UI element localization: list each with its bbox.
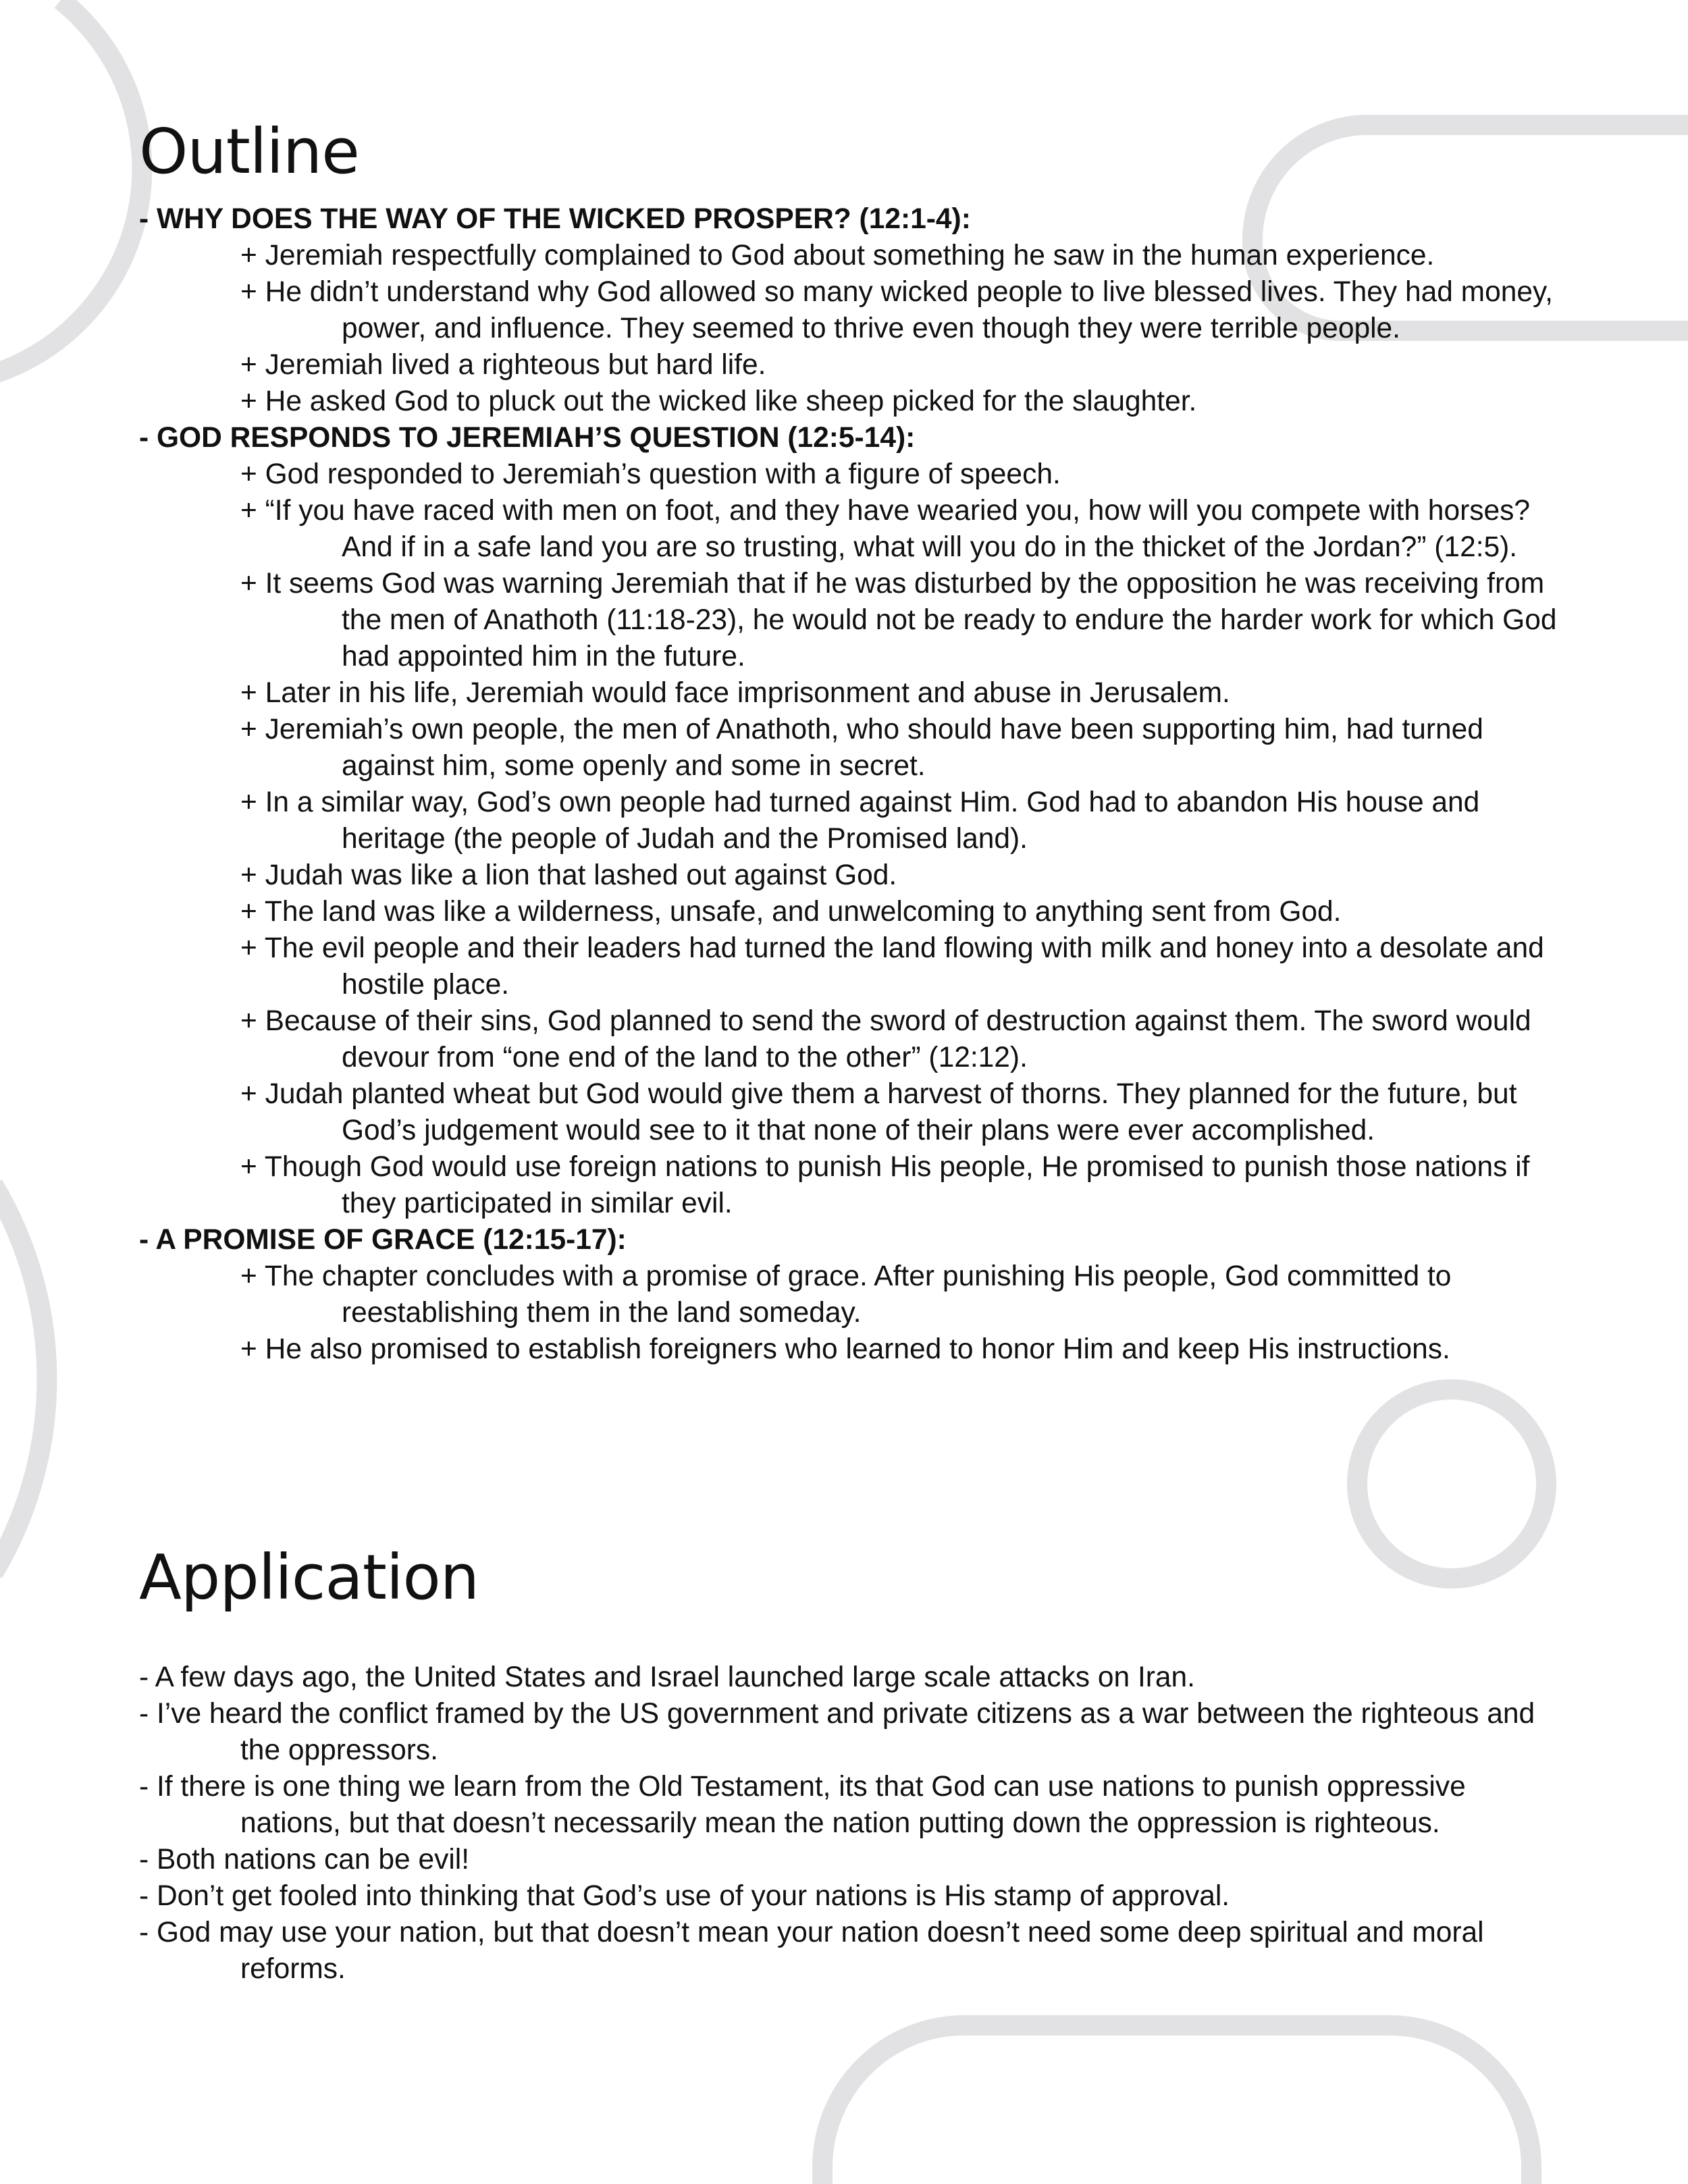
- application-item: - A few days ago, the United States and Israel launched large scale attacks on Iran.: [139, 1661, 1195, 1693]
- outline-point: + Judah planted wheat but God would give them a harvest of thorns. They planned for the future, but God’s judgement would see to it that none of their plans were ever accomplished.: [240, 1078, 1517, 1146]
- outline-section-heading: - WHY DOES THE WAY OF THE WICKED PROSPER? (12:1-4):: [139, 203, 971, 235]
- outline-point: + Because of their sins, God planned to send the sword of destruction against them. The sword would devour from “one end of the land to the other” (12:12).: [240, 1005, 1531, 1073]
- outline-point: + The land was like a wilderness, unsafe, and unwelcoming to anything sent from God.: [240, 896, 1342, 928]
- outline-point: + Jeremiah lived a righteous but hard life.: [240, 349, 766, 381]
- application-item: - God may use your nation, but that doesn’t mean your nation doesn’t need some deep spiritual and moral reforms.: [139, 1917, 1484, 1985]
- application-item: - Both nations can be evil!: [139, 1844, 470, 1875]
- outline-point: + It seems God was warning Jeremiah that if he was disturbed by the opposition he was receiving from the men of Anathoth (11:18-23), he would not be ready to endure the harder work for which God had appointed him in the future.: [240, 568, 1557, 672]
- outline-point: + He also promised to establish foreigners who learned to honor Him and keep His instructions.: [240, 1333, 1450, 1365]
- application-title: Application: [139, 1541, 479, 1614]
- application-item: - If there is one thing we learn from the Old Testament, its that God can use nations to punish oppressive nations, but that doesn’t necessarily mean the nation putting down the oppression is righteous.: [139, 1771, 1466, 1839]
- outline-point: + In a similar way, God’s own people had turned against Him. God had to abandon His house and heritage (the people of Judah and the Promised land).: [240, 787, 1480, 855]
- right-ring: [1357, 1389, 1546, 1578]
- outline-section-heading: - A PROMISE OF GRACE (12:15-17):: [139, 1224, 627, 1256]
- outline-point: + “If you have raced with men on foot, and they have wearied you, how will you compete with horses? And if in a safe land you are so trusting, what will you do in the thicket of the Jordan?” (12:5).: [240, 495, 1531, 563]
- left-middle-arc: [0, 1185, 47, 1573]
- outline-point: + God responded to Jeremiah’s question with a figure of speech.: [240, 458, 1061, 490]
- outline-point: + He didn’t understand why God allowed so many wicked people to live blessed lives. They had money, power, and influence. They seemed to thrive even though they were terrible people.: [240, 276, 1553, 344]
- outline-point: + The chapter concludes with a promise of grace. After punishing His people, God committed to reestablishing them in the land someday.: [240, 1260, 1452, 1329]
- outline-point: + Judah was like a lion that lashed out against God.: [240, 859, 897, 891]
- top-left-arc: [0, 0, 142, 378]
- outline-point: + Later in his life, Jeremiah would face imprisonment and abuse in Jerusalem.: [240, 677, 1230, 709]
- outline-list: [139, 201, 1571, 1368]
- outline-point: + Though God would use foreign nations to punish His people, He promised to punish those nations if they participated in similar evil.: [240, 1151, 1530, 1219]
- application-list: [139, 1659, 1571, 1988]
- outline-title: Outline: [139, 115, 359, 188]
- outline-point: + Jeremiah respectfully complained to God about something he saw in the human experience.: [240, 240, 1435, 271]
- application-item: - I’ve heard the conflict framed by the US government and private citizens as a war between the righteous and the oppressors.: [139, 1698, 1535, 1766]
- outline-point: + Jeremiah’s own people, the men of Anathoth, who should have been supporting him, had turned against him, some openly and some in secret.: [240, 714, 1483, 782]
- outline-section-heading: - GOD RESPONDS TO JEREMIAH’S QUESTION (12:5-14):: [139, 422, 916, 454]
- outline-point: + He asked God to pluck out the wicked like sheep picked for the slaughter.: [240, 385, 1197, 417]
- outline-point: + The evil people and their leaders had turned the land flowing with milk and honey into a desolate and hostile place.: [240, 932, 1544, 1001]
- application-item: - Don’t get fooled into thinking that God’s use of your nations is His stamp of approval.: [139, 1880, 1230, 1912]
- bottom-arch: [822, 2025, 1531, 2184]
